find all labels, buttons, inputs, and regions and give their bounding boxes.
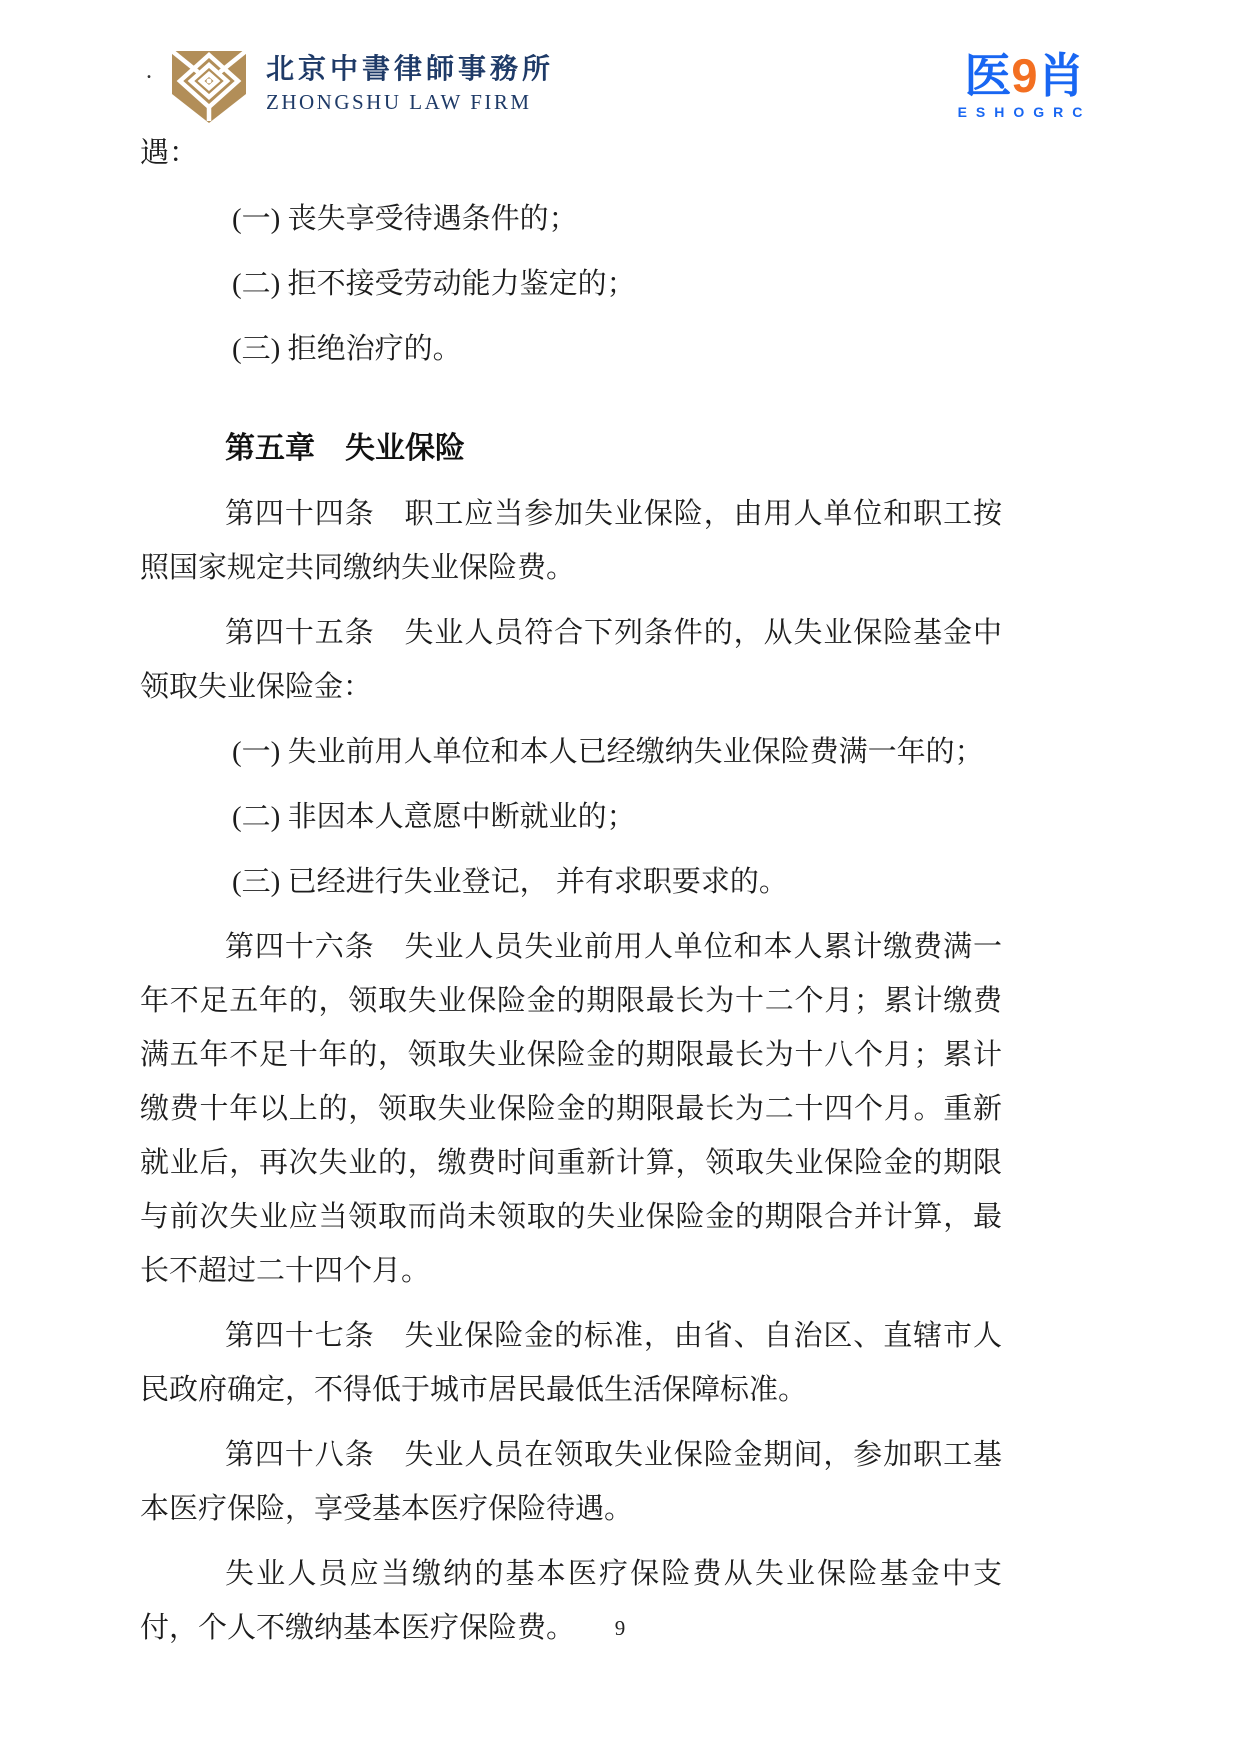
page-header: [0, 0, 1240, 135]
document-body: [140, 126, 1002, 1666]
list-item: (三) 拒绝治疗的。: [232, 333, 462, 365]
body-paragraph: 第四十四条 职工应当参加失业保险，由用人单位和职工按照国家规定共同缴纳失业保险费。: [140, 498, 1002, 584]
stray-dot: .: [146, 58, 152, 84]
list-item: (一) 丧失享受待遇条件的；: [232, 203, 578, 235]
body-paragraph: 第四十五条 失业人员符合下列条件的，从失业保险基金中领取失业保险金：: [140, 617, 1002, 703]
law-firm-name-block: [266, 52, 554, 116]
eshogrc-glyph-yi: 医: [964, 49, 1012, 102]
page-number: 9: [614, 1616, 626, 1640]
eshogrc-glyph-xiao: 肖: [1037, 49, 1085, 102]
body-paragraph: 第四十六条 失业人员失业前用人单位和本人累计缴费满一年不足五年的，领取失业保险金的期限最长为十二个月；累计缴费满五年不足十年的，领取失业保险金的期限最长为十八个月；累计缴费十年以上的，领取失业保险金的期限最长为二十四个月。重新就业后，再次失业的，缴费时间重新计算，领取失业保险金的期限与前次失业应当领取而尚未领取的失业保险金的期限合并计算，最长不超过二十四个月。: [140, 931, 1002, 1287]
law-firm-name-en: ZHONGSHU LAW FIRM: [266, 90, 532, 114]
body-paragraph: 第四十八条 失业人员在领取失业保险金期间，参加职工基本医疗保险，享受基本医疗保险待遇。: [140, 1439, 1002, 1525]
list-item: (二) 拒不接受劳动能力鉴定的；: [232, 268, 636, 300]
chapter-heading: 第五章 失业保险: [225, 432, 465, 465]
continuation-line: 遇：: [140, 137, 199, 169]
eshogrc-glyph-nine-icon: 9: [1011, 49, 1038, 102]
eshogrc-logo-glyphs: [942, 50, 1107, 102]
list-item: (一) 失业前用人单位和本人已经缴纳失业保险费满一年的；: [232, 736, 984, 768]
eshogrc-logo-subtext: ESHOGRC: [957, 104, 1092, 120]
body-paragraph: 失业人员应当缴纳的基本医疗保险费从失业保险基金中支付，个人不缴纳基本医疗保险费。: [140, 1558, 1002, 1644]
eshogrc-logo: [942, 50, 1107, 120]
law-firm-name-cn: 北京中書律師事務所: [266, 54, 555, 85]
body-paragraph: 第四十七条 失业保险金的标准，由省、自治区、直辖市人民政府确定，不得低于城市居民最低生活保障标准。: [140, 1320, 1002, 1406]
list-item: (二) 非因本人意愿中断就业的；: [232, 801, 636, 833]
list-item: (三) 已经进行失业登记， 并有求职要求的。: [232, 866, 788, 898]
law-firm-shield-icon: [168, 46, 250, 126]
